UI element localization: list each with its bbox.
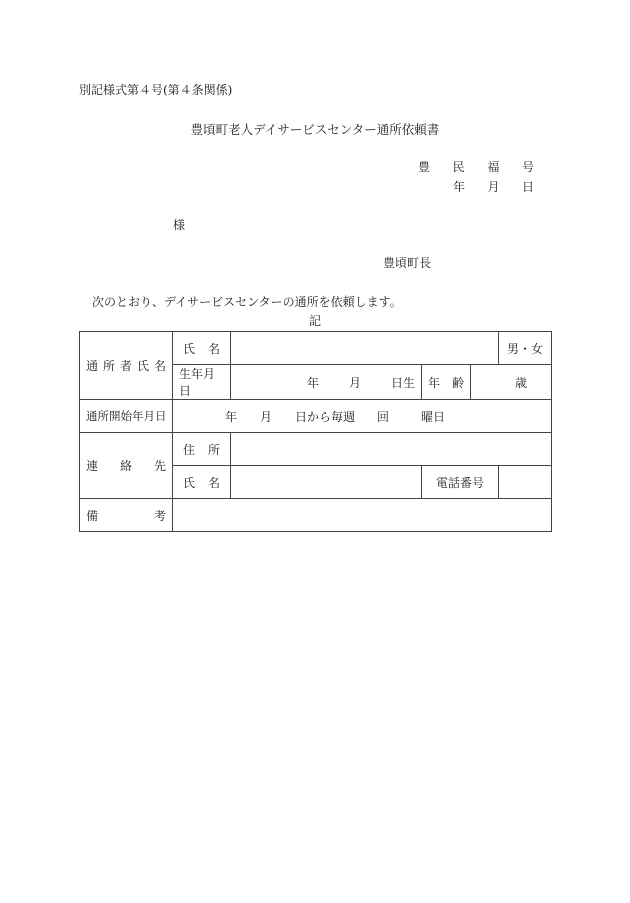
birth-date-part: 日生 bbox=[390, 375, 415, 390]
schedule-part: 年 bbox=[225, 409, 238, 424]
start-date-label: 通所開始年月日 bbox=[80, 400, 173, 433]
age-unit: 歳 bbox=[514, 375, 527, 390]
schedule-part: 日から毎週 bbox=[295, 409, 356, 424]
name-label-part: 氏 bbox=[183, 341, 196, 356]
birthdate-label: 生年月日 bbox=[173, 365, 231, 400]
date-part: 日 bbox=[521, 180, 534, 194]
age-label-part: 齢 bbox=[451, 375, 464, 390]
intro-text: 次のとおり、デイサービスセンターの通所を依頼します。 bbox=[92, 295, 402, 309]
issue-date-line bbox=[453, 178, 534, 195]
user-name-field[interactable] bbox=[231, 332, 499, 365]
reference-part: 民 bbox=[452, 160, 465, 174]
reference-number-line bbox=[418, 158, 534, 175]
birth-date-part: 月 bbox=[348, 375, 361, 390]
start-schedule-field[interactable] bbox=[173, 400, 552, 433]
age-label bbox=[422, 365, 471, 400]
reference-part: 豊 bbox=[418, 160, 431, 174]
record-heading: 記 bbox=[308, 314, 321, 328]
address-label-part: 住 bbox=[183, 442, 196, 457]
recipient-honorific: 様 bbox=[173, 218, 186, 232]
issuer-name: 豊頃町長 bbox=[383, 256, 432, 270]
remarks-label: 備考 bbox=[80, 499, 173, 532]
date-part: 年 bbox=[453, 180, 466, 194]
name-label-part: 名 bbox=[207, 341, 220, 356]
contact-name-label bbox=[173, 466, 231, 499]
phone-label: 電話番号 bbox=[422, 466, 499, 499]
request-form-table bbox=[79, 331, 552, 532]
contact-name-label-part: 名 bbox=[207, 475, 220, 490]
address-label-part: 所 bbox=[207, 442, 220, 457]
schedule-part: 曜日 bbox=[421, 409, 446, 424]
document-title: 豊頃町老人デイサービスセンター通所依頼書 bbox=[190, 122, 440, 137]
schedule-part: 回 bbox=[377, 409, 390, 424]
gender-options[interactable]: 男・女 bbox=[499, 332, 552, 365]
user-name-label: 通所者氏名 bbox=[80, 332, 173, 400]
phone-field[interactable] bbox=[499, 466, 552, 499]
birthdate-field[interactable] bbox=[231, 365, 422, 400]
age-label-part: 年 bbox=[428, 375, 441, 390]
name-label bbox=[173, 332, 231, 365]
contact-name-field[interactable] bbox=[231, 466, 422, 499]
birth-date-part: 年 bbox=[306, 375, 319, 390]
date-part: 月 bbox=[487, 180, 500, 194]
remarks-field[interactable] bbox=[173, 499, 552, 532]
address-field[interactable] bbox=[231, 433, 552, 466]
reference-part: 号 bbox=[521, 160, 534, 174]
contact-name-label-part: 氏 bbox=[183, 475, 196, 490]
contact-label: 連絡先 bbox=[80, 433, 173, 499]
address-label bbox=[173, 433, 231, 466]
age-field[interactable] bbox=[471, 365, 552, 400]
schedule-part: 月 bbox=[260, 409, 273, 424]
form-number: 別記様式第４号(第４条関係) bbox=[79, 83, 233, 97]
reference-part: 福 bbox=[487, 160, 500, 174]
